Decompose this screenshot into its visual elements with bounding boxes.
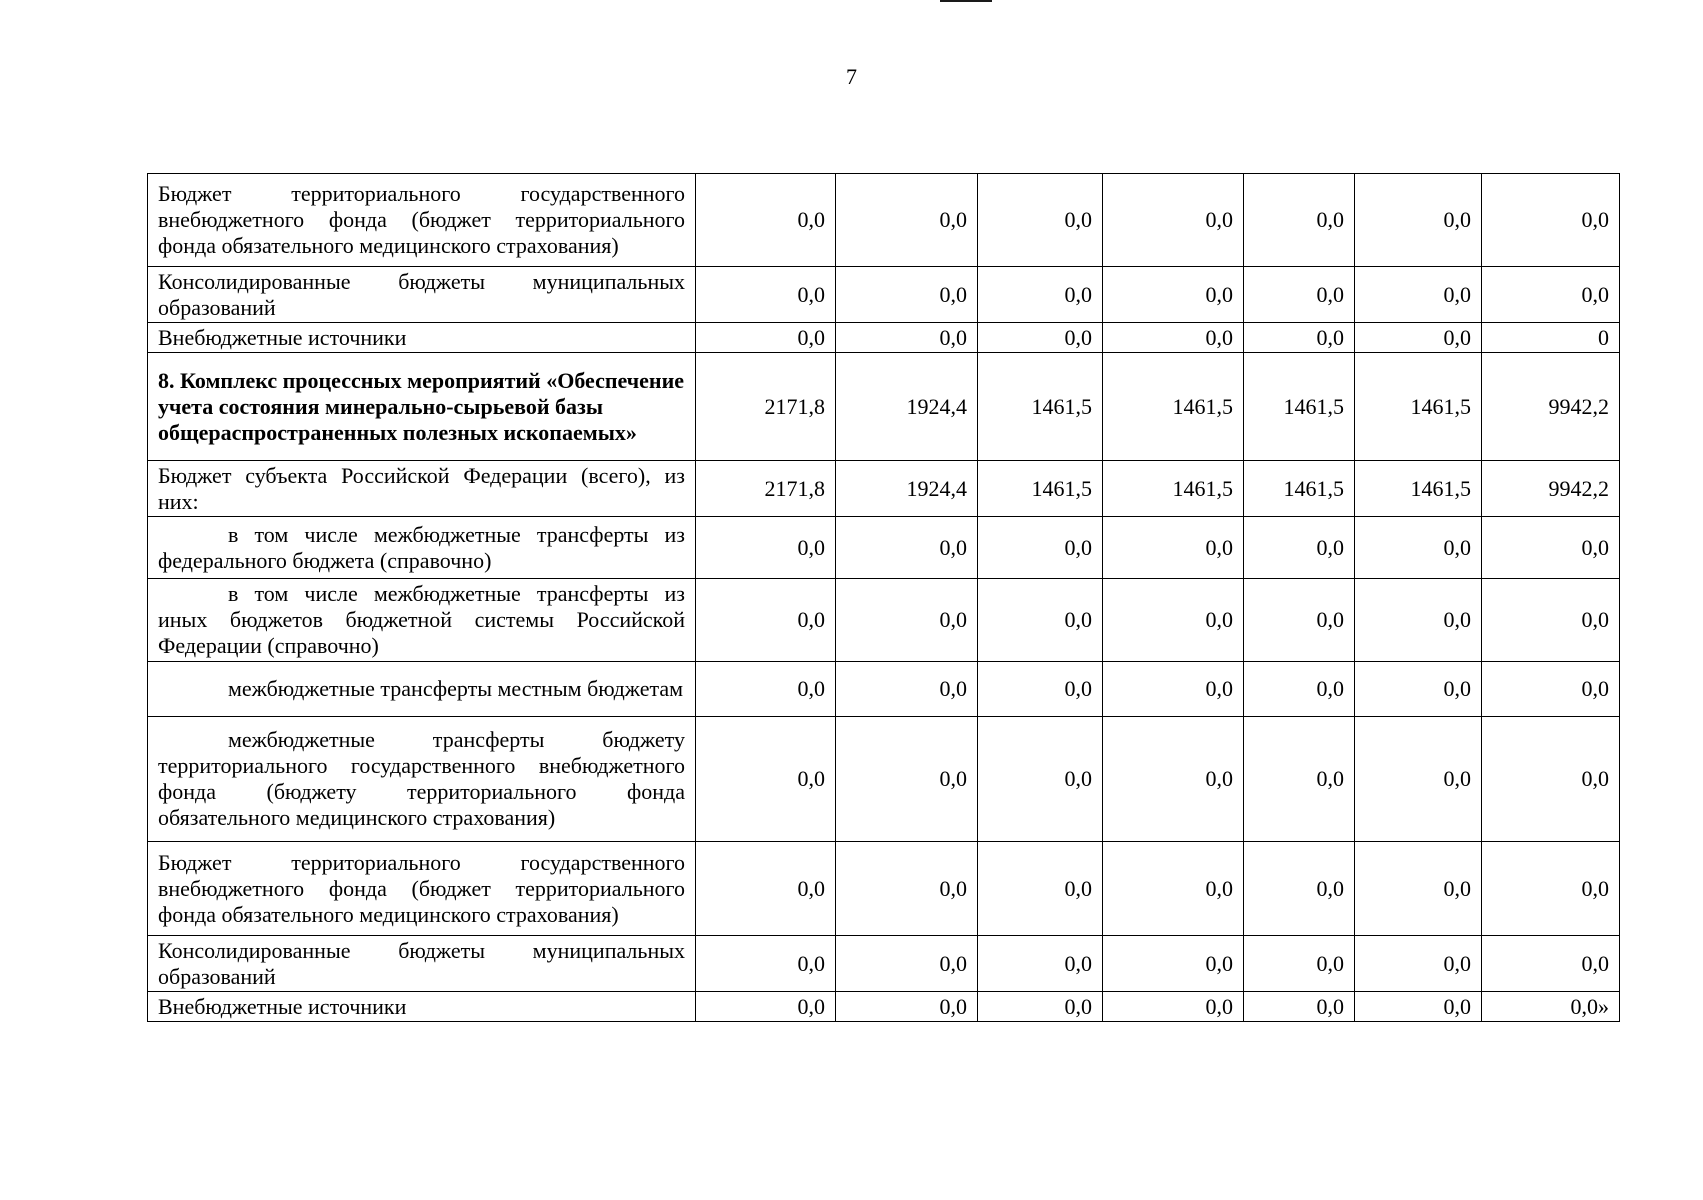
row-label: Консолидированные бюджеты муниципальных образований (148, 267, 696, 323)
table-cell: 0,0 (1103, 267, 1244, 323)
table-cell: 0,0 (1482, 936, 1620, 992)
row-label: Бюджет территориального государственного внебюджетного фонда (бюджет территориального фонда обязательного медицинского страхования) (148, 842, 696, 936)
table-cell: 0,0 (1482, 842, 1620, 936)
table-cell: 0,0 (836, 992, 978, 1022)
table-cell: 0,0 (836, 936, 978, 992)
table-cell: 2171,8 (696, 353, 836, 461)
table-row (148, 174, 1620, 267)
table-cell: 1461,5 (1244, 461, 1355, 517)
table-cell: 0,0 (696, 992, 836, 1022)
table-cell: 0,0 (1482, 517, 1620, 579)
table-cell: 1924,4 (836, 461, 978, 517)
table-cell: 1461,5 (1244, 353, 1355, 461)
table-cell: 0,0 (696, 517, 836, 579)
financing-table (147, 173, 1620, 1022)
table-cell: 0,0 (1482, 267, 1620, 323)
table-cell: 1461,5 (1355, 353, 1482, 461)
table-cell: 9942,2 (1482, 353, 1620, 461)
table-cell: 0,0 (1103, 579, 1244, 662)
table-cell: 0,0 (1244, 842, 1355, 936)
table-cell: 2171,8 (696, 461, 836, 517)
table-cell: 1924,4 (836, 353, 978, 461)
table-cell: 0,0 (1355, 517, 1482, 579)
table-cell: 0,0 (1244, 267, 1355, 323)
section-row (148, 353, 1620, 461)
table-cell: 0,0 (1355, 992, 1482, 1022)
table-cell: 0,0 (978, 717, 1103, 842)
table-row (148, 461, 1620, 517)
row-label: в том числе межбюджетные трансферты из иных бюджетов бюджетной системы Российской Федерации (справочно) (148, 579, 696, 662)
table-cell: 0,0 (978, 267, 1103, 323)
table-cell: 0,0 (1103, 323, 1244, 353)
table-cell: 0,0 (1482, 579, 1620, 662)
table-cell: 0,0 (978, 323, 1103, 353)
table-cell: 0,0 (978, 936, 1103, 992)
table-cell: 0,0 (1355, 936, 1482, 992)
table-cell: 0,0 (696, 174, 836, 267)
top-edge-mark (940, 0, 992, 2)
row-label: Консолидированные бюджеты муниципальных образований (148, 936, 696, 992)
table-cell: 0,0 (1244, 323, 1355, 353)
table-cell: 1461,5 (978, 353, 1103, 461)
table-cell: 0,0 (1355, 662, 1482, 717)
table-cell: 1461,5 (978, 461, 1103, 517)
row-label: Бюджет субъекта Российской Федерации (всего), из них: (148, 461, 696, 517)
table-row (148, 992, 1620, 1022)
table-cell: 0,0 (1482, 174, 1620, 267)
section-title: 8. Комплекс процессных мероприятий «Обеспечение учета состояния минерально-сырьевой базы общераспространенных полезных ископаемых» (148, 353, 696, 461)
table-cell: 0,0 (696, 717, 836, 842)
table-cell: 0,0 (696, 323, 836, 353)
row-label: Внебюджетные источники (148, 323, 696, 353)
table-cell: 0,0 (836, 267, 978, 323)
table-cell: 0,0 (836, 579, 978, 662)
table-row (148, 267, 1620, 323)
table-cell: 0,0 (1103, 174, 1244, 267)
table-cell: 0,0 (1103, 517, 1244, 579)
table-cell: 0,0 (1482, 662, 1620, 717)
table-row (148, 323, 1620, 353)
table-cell: 0,0 (696, 662, 836, 717)
row-label: Бюджет территориального государственного внебюджетного фонда (бюджет территориального фонда обязательного медицинского страхования) (148, 174, 696, 267)
table-cell: 0,0 (1103, 992, 1244, 1022)
table-cell: 0,0 (1355, 717, 1482, 842)
table-cell: 9942,2 (1482, 461, 1620, 517)
table-cell: 0,0 (836, 174, 978, 267)
table-row (148, 579, 1620, 662)
row-label: в том числе межбюджетные трансферты из федерального бюджета (справочно) (148, 517, 696, 579)
table-cell: 0,0 (696, 936, 836, 992)
table-cell: 0,0 (1244, 579, 1355, 662)
table-row (148, 936, 1620, 992)
table-cell: 0,0 (1244, 517, 1355, 579)
row-label: межбюджетные трансферты местным бюджетам (148, 662, 696, 717)
table-cell: 0,0 (1244, 717, 1355, 842)
table-cell: 0,0 (1244, 174, 1355, 267)
table-cell: 0,0 (1103, 662, 1244, 717)
table-cell: 0,0 (1355, 323, 1482, 353)
table-cell: 0,0 (836, 717, 978, 842)
table-cell: 0,0 (978, 662, 1103, 717)
table-cell: 0,0 (1244, 992, 1355, 1022)
table-cell: 0,0 (1355, 267, 1482, 323)
table-row (148, 717, 1620, 842)
table-cell: 0,0 (1103, 717, 1244, 842)
table-cell: 0,0 (836, 517, 978, 579)
table-cell: 0,0 (978, 842, 1103, 936)
table-cell: 0,0 (696, 579, 836, 662)
table-cell: 0,0 (1244, 662, 1355, 717)
page-number: 7 (846, 64, 857, 89)
table-row (148, 517, 1620, 579)
table-cell: 0,0» (1482, 992, 1620, 1022)
table-cell: 0,0 (1103, 842, 1244, 936)
table-cell: 0,0 (696, 842, 836, 936)
table-cell: 0,0 (836, 323, 978, 353)
table-cell: 0,0 (836, 842, 978, 936)
row-label: межбюджетные трансферты бюджету территориального государственного внебюджетного фонда (бюджету территориального фонда обязательного медицинского страхования) (148, 717, 696, 842)
table-cell: 0,0 (836, 662, 978, 717)
table-cell: 0,0 (978, 517, 1103, 579)
table-cell: 0,0 (1103, 936, 1244, 992)
table-cell: 0,0 (1482, 717, 1620, 842)
row-label: Внебюджетные источники (148, 992, 696, 1022)
table-cell: 1461,5 (1103, 461, 1244, 517)
table-cell: 0,0 (1355, 579, 1482, 662)
table-cell: 0,0 (1244, 936, 1355, 992)
table-cell: 1461,5 (1103, 353, 1244, 461)
table-cell: 0,0 (696, 267, 836, 323)
table-row (148, 842, 1620, 936)
table-row (148, 662, 1620, 717)
table-cell: 1461,5 (1355, 461, 1482, 517)
table-cell: 0,0 (978, 174, 1103, 267)
table-cell: 0,0 (1355, 842, 1482, 936)
table-cell: 0,0 (978, 579, 1103, 662)
table-cell: 0,0 (1355, 174, 1482, 267)
table-cell: 0,0 (978, 992, 1103, 1022)
table-cell: 0 (1482, 323, 1620, 353)
